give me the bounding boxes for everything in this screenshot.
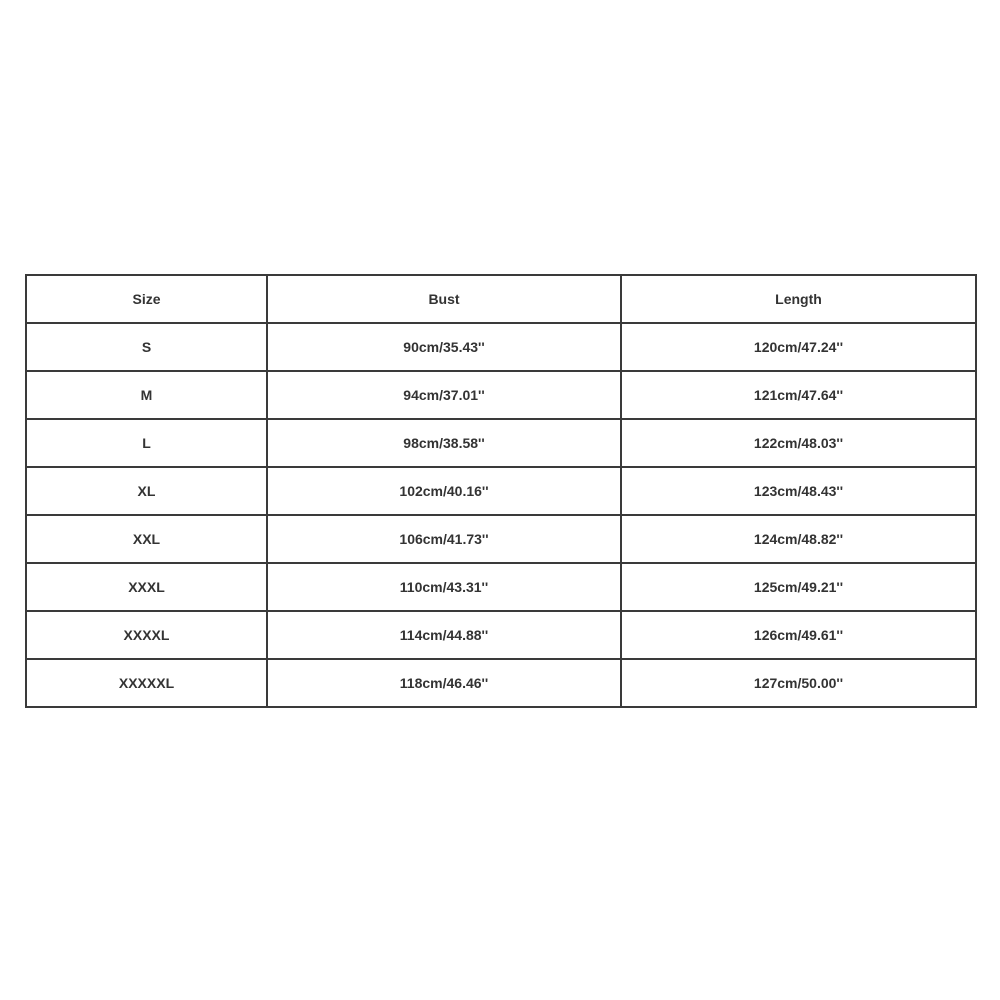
table-row — [26, 371, 976, 419]
size-chart-table — [25, 274, 977, 708]
header-bust: Bust — [267, 275, 621, 323]
table-row — [26, 563, 976, 611]
length-cell: 121cm/47.64'' — [621, 371, 976, 419]
size-cell: XL — [26, 467, 267, 515]
table-row — [26, 323, 976, 371]
bust-cell: 118cm/46.46'' — [267, 659, 621, 707]
size-cell: XXXL — [26, 563, 267, 611]
header-size: Size — [26, 275, 267, 323]
bust-cell: 94cm/37.01'' — [267, 371, 621, 419]
length-cell: 124cm/48.82'' — [621, 515, 976, 563]
table-row — [26, 659, 976, 707]
length-cell: 120cm/47.24'' — [621, 323, 976, 371]
bust-cell: 114cm/44.88'' — [267, 611, 621, 659]
size-cell: S — [26, 323, 267, 371]
size-cell: M — [26, 371, 267, 419]
size-cell: XXXXXL — [26, 659, 267, 707]
size-cell: XXL — [26, 515, 267, 563]
length-cell: 126cm/49.61'' — [621, 611, 976, 659]
length-cell: 125cm/49.21'' — [621, 563, 976, 611]
bust-cell: 102cm/40.16'' — [267, 467, 621, 515]
length-cell: 123cm/48.43'' — [621, 467, 976, 515]
length-cell: 122cm/48.03'' — [621, 419, 976, 467]
table-row — [26, 419, 976, 467]
size-cell: L — [26, 419, 267, 467]
size-cell: XXXXL — [26, 611, 267, 659]
bust-cell: 106cm/41.73'' — [267, 515, 621, 563]
bust-cell: 90cm/35.43'' — [267, 323, 621, 371]
bust-cell: 98cm/38.58'' — [267, 419, 621, 467]
table-row — [26, 515, 976, 563]
length-cell: 127cm/50.00'' — [621, 659, 976, 707]
table-row — [26, 611, 976, 659]
table-row — [26, 467, 976, 515]
table-header-row — [26, 275, 976, 323]
bust-cell: 110cm/43.31'' — [267, 563, 621, 611]
header-length: Length — [621, 275, 976, 323]
